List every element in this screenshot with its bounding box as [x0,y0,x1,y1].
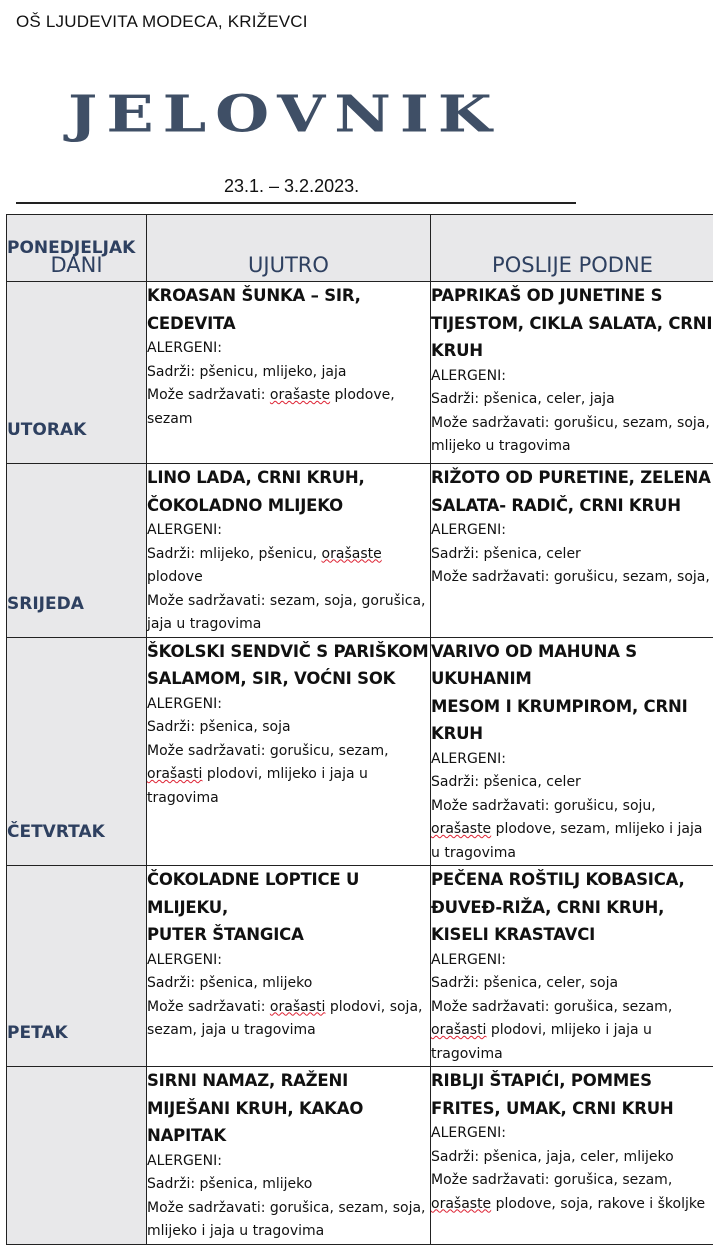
table-row [7,1067,713,1245]
meal-afternoon [431,282,713,464]
date-range: 23.1. – 3.2.2023. [224,176,359,197]
header-afternoon: POSLIJE PODNE [431,215,713,282]
allergens-label: ALERGENI: [147,337,430,361]
may-contain-text: Može sadržavati: gorušica, sezam, orašaste plodove, soja, rakove i školjke [431,1169,713,1216]
day-label: PONEDJELJAK [7,238,146,258]
spellcheck-mark: orašaste [431,1196,491,1212]
allergens-label: ALERGENI: [147,1150,430,1174]
may-contain-text: Može sadržavati: gorušicu, sezam, soja, [431,566,713,590]
contains-text: Sadrži: pšenicu, mlijeko, jaja [147,361,430,385]
dish-name: LINO LADA, CRNI KRUH, ČOKOLADNO MLIJEKO [147,464,430,519]
contains-text: Sadrži: pšenica, celer, jaja [431,388,713,412]
meal-morning [147,637,431,866]
meal-afternoon [431,464,713,638]
header-days: DANI [7,215,147,282]
page-title: JELOVNIK [68,84,501,144]
spellcheck-mark: orašaste [431,821,491,837]
school-name: OŠ LJUDEVITA MODECA, KRIŽEVCI [16,12,308,32]
may-contain-text: Može sadržavati: sezam, soja, gorušica, jaja u tragovima [147,590,430,637]
dish-name: PEČENA ROŠTILJ KOBASICA, ĐUVEĐ-RIŽA, CRNI KRUH, KISELI KRASTAVCI [431,866,713,949]
allergens-label: ALERGENI: [147,519,430,543]
contains-text: Sadrži: pšenica, jaja, celer, mlijeko [431,1146,713,1170]
contains-text: Sadrži: pšenica, mlijeko [147,972,430,996]
may-contain-text: Može sadržavati: gorušicu, soju, orašaste plodove, sezam, mlijeko i jaja u tragovima [431,795,713,866]
spellcheck-mark: orašaste [270,387,330,403]
allergens-label: ALERGENI: [431,949,713,973]
meal-morning [147,464,431,638]
header-morning: UJUTRO [147,215,431,282]
dish-name: RIBLJI ŠTAPIĆI, POMMES FRITES, UMAK, CRNI KRUH [431,1067,713,1122]
allergens-label: ALERGENI: [147,949,430,973]
spellcheck-mark: orašasti [147,766,202,782]
contains-text: Sadrži: mlijeko, pšenicu, orašaste plodove [147,543,430,590]
may-contain-text: Može sadržavati: gorušica, sezam, orašasti plodovi, mlijeko i jaja u tragovima [431,996,713,1067]
spellcheck-mark: orašasti [270,999,325,1015]
spellcheck-mark: orašasti [431,1022,486,1038]
may-contain-text: Može sadržavati: gorušica, sezam, soja, mlijeko i jaja u tragovima [147,1197,430,1244]
allergens-label: ALERGENI: [147,693,430,717]
contains-text: Sadrži: pšenica, celer [431,543,713,567]
spellcheck-mark: orašaste [322,546,382,562]
dish-name: VARIVO OD MAHUNA S UKUHANIM MESOM I KRUMPIROM, CRNI KRUH [431,638,713,748]
may-contain-text: Može sadržavati: gorušicu, sezam, soja, mlijeko u tragovima [431,412,713,459]
allergens-label: ALERGENI: [431,365,713,389]
contains-text: Sadrži: pšenica, celer, soja [431,972,713,996]
divider [16,202,576,204]
allergens-label: ALERGENI: [431,519,713,543]
day-label: PETAK [7,1023,146,1043]
allergens-label: ALERGENI: [431,748,713,772]
dish-name: RIŽOTO OD PURETINE, ZELENA SALATA- RADIČ, CRNI KRUH [431,464,713,519]
meal-afternoon [431,637,713,866]
meal-morning [147,1067,431,1245]
dish-name: ČOKOLADNE LOPTICE U MLIJEKU, PUTER ŠTANGICA [147,866,430,949]
contains-text: Sadrži: pšenica, mlijeko [147,1173,430,1197]
contains-text: Sadrži: pšenica, soja [147,716,430,740]
dish-name: SIRNI NAMAZ, RAŽENI MIJEŠANI KRUH, KAKAO NAPITAK [147,1067,430,1150]
may-contain-text: Može sadržavati: gorušicu, sezam, orašasti plodovi, mlijeko i jaja u tragovima [147,740,430,811]
meal-morning [147,282,431,464]
may-contain-text: Može sadržavati: orašaste plodove, sezam [147,384,430,431]
allergens-label: ALERGENI: [431,1122,713,1146]
day-label: ČETVRTAK [7,822,146,842]
day-label: UTORAK [7,420,146,440]
dish-name: PAPRIKAŠ OD JUNETINE S TIJESTOM, CIKLA SALATA, CRNI KRUH [431,282,713,365]
day-label: SRIJEDA [7,594,146,614]
may-contain-text: Može sadržavati: orašasti plodovi, soja, sezam, jaja u tragovima [147,996,430,1043]
meal-morning [147,866,431,1067]
meal-afternoon [431,866,713,1067]
contains-text: Sadrži: pšenica, celer [431,771,713,795]
menu-table [6,214,713,1245]
day-cell [7,1067,147,1245]
meal-afternoon [431,1067,713,1245]
dish-name: ŠKOLSKI SENDVIČ S PARIŠKOM SALAMOM, SIR, VOĆNI SOK [147,638,430,693]
dish-name: KROASAN ŠUNKA – SIR, CEDEVITA [147,282,430,337]
